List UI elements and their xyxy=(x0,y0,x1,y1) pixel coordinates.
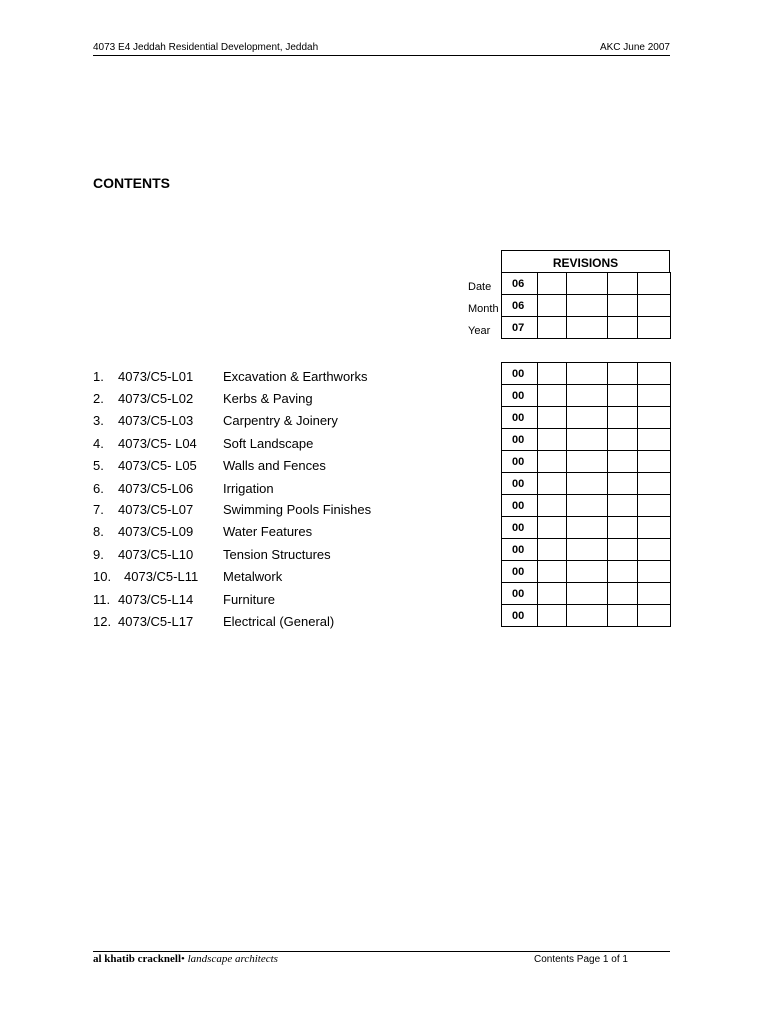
revision-date-row xyxy=(502,273,671,295)
item-code: 4073/C5-L02 xyxy=(118,391,194,406)
item-title: Water Features xyxy=(223,524,313,539)
item-title: Furniture xyxy=(223,592,276,607)
revision-year-row xyxy=(502,317,671,339)
revision-cell: 00 xyxy=(502,363,538,385)
item-number: 4. xyxy=(93,436,104,451)
revision-cell: 00 xyxy=(502,561,538,583)
footer-page-number: Contents Page 1 of 1 xyxy=(534,954,628,965)
item-title: Irrigation xyxy=(223,481,274,496)
footer-firm xyxy=(93,953,278,965)
revision-cell: 00 xyxy=(502,517,538,539)
contents-revision-grid xyxy=(501,362,671,627)
item-code: 4073/C5-L09 xyxy=(118,524,194,539)
header-rule xyxy=(93,55,670,56)
item-title: Electrical (General) xyxy=(223,614,335,629)
item-number: 6. xyxy=(93,481,104,496)
revision-cell: 00 xyxy=(502,473,538,495)
item-title: Metalwork xyxy=(223,569,283,584)
table-row xyxy=(502,451,671,473)
item-title: Carpentry & Joinery xyxy=(223,413,338,428)
item-number: 7. xyxy=(93,502,104,517)
item-number: 5. xyxy=(93,458,104,473)
revision-month-label: Month xyxy=(468,303,499,315)
item-code: 4073/C5- L04 xyxy=(118,436,197,451)
item-code: 4073/C5-L06 xyxy=(118,481,194,496)
table-row xyxy=(502,407,671,429)
revision-date-grid xyxy=(501,272,671,339)
table-row xyxy=(502,583,671,605)
footer-separator: • xyxy=(181,953,185,965)
item-title: Kerbs & Paving xyxy=(223,391,313,406)
revisions-header xyxy=(501,250,670,272)
table-row xyxy=(502,495,671,517)
item-number: 8. xyxy=(93,524,104,539)
revision-month-row xyxy=(502,295,671,317)
item-number: 12. xyxy=(93,614,112,629)
table-row xyxy=(502,517,671,539)
revision-year-value: 07 xyxy=(502,317,538,339)
item-number: 2. xyxy=(93,391,104,406)
revision-cell: 00 xyxy=(502,539,538,561)
item-number: 3. xyxy=(93,413,104,428)
item-number: 9. xyxy=(93,547,104,562)
table-row xyxy=(502,539,671,561)
revision-cell: 00 xyxy=(502,451,538,473)
item-code: 4073/C5-L03 xyxy=(118,413,194,428)
revision-cell: 00 xyxy=(502,407,538,429)
footer-firm-name: al khatib cracknell xyxy=(93,953,182,965)
revision-cell: 00 xyxy=(502,583,538,605)
item-code: 4073/C5-L11 xyxy=(124,569,199,584)
item-code: 4073/C5-L07 xyxy=(118,502,194,517)
item-title: Swimming Pools Finishes xyxy=(223,502,372,517)
item-title: Walls and Fences xyxy=(223,458,326,473)
item-title: Soft Landscape xyxy=(223,436,314,451)
table-row xyxy=(502,473,671,495)
footer-rule xyxy=(93,951,670,952)
table-row xyxy=(502,561,671,583)
item-number: 10. xyxy=(93,569,112,584)
item-code: 4073/C5-L17 xyxy=(118,614,194,629)
item-number: 11. xyxy=(93,592,111,607)
header-project-title: 4073 E4 Jeddah Residential Development, Jeddah xyxy=(93,42,319,53)
revision-cell: 00 xyxy=(502,605,538,627)
revision-cell: 00 xyxy=(502,495,538,517)
item-number: 1. xyxy=(93,369,104,384)
revision-cell: 00 xyxy=(502,429,538,451)
table-row xyxy=(502,605,671,627)
table-row xyxy=(502,429,671,451)
revision-month-value: 06 xyxy=(502,295,538,317)
footer-tagline: landscape architects xyxy=(187,953,278,965)
page-title: CONTENTS xyxy=(93,175,170,191)
revision-date-label: Date xyxy=(468,281,492,293)
item-title: Tension Structures xyxy=(223,547,331,562)
item-title: Excavation & Earthworks xyxy=(223,369,368,384)
table-row xyxy=(502,363,671,385)
revision-cell: 00 xyxy=(502,385,538,407)
item-code: 4073/C5-L01 xyxy=(118,369,194,384)
revision-date-value: 06 xyxy=(502,273,538,295)
revision-year-label: Year xyxy=(468,325,491,337)
item-code: 4073/C5-L14 xyxy=(118,592,194,607)
table-row xyxy=(502,385,671,407)
item-code: 4073/C5- L05 xyxy=(118,458,197,473)
header-date: AKC June 2007 xyxy=(599,42,670,53)
revisions-title: REVISIONS xyxy=(552,256,619,270)
item-code: 4073/C5-L10 xyxy=(118,547,194,562)
